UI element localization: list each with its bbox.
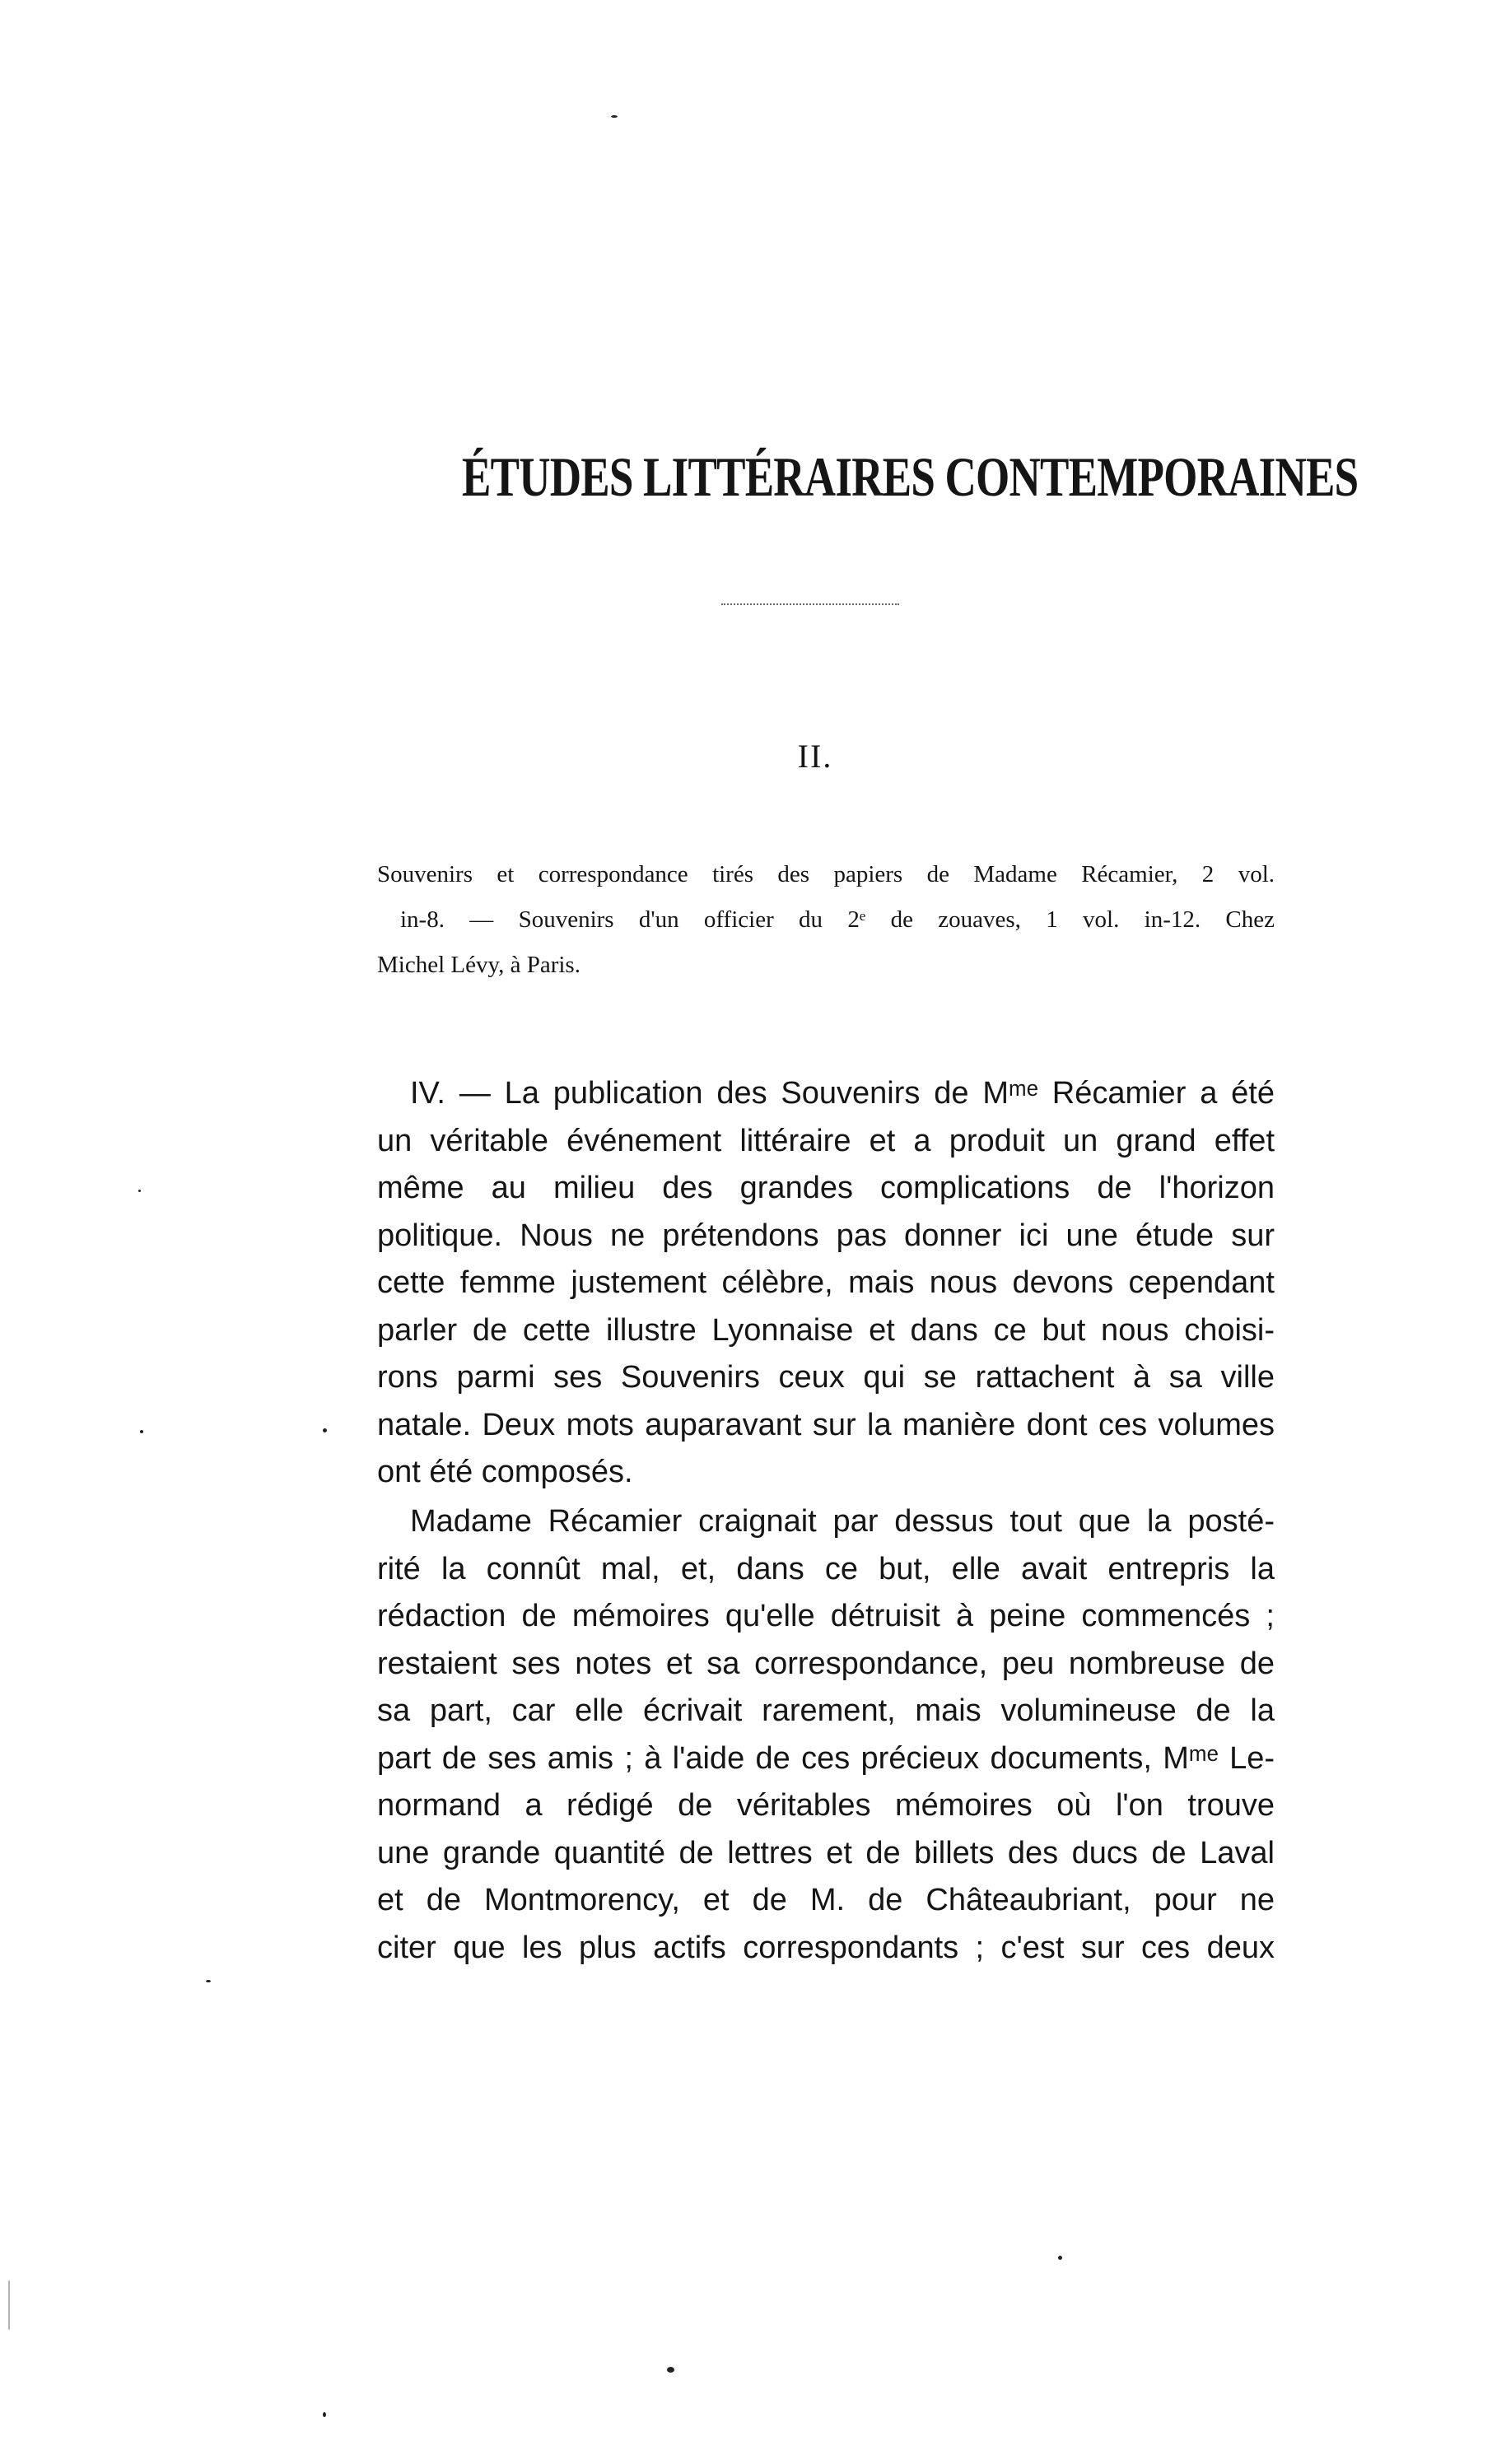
bibliography-line: in-8. — Souvenirs d'un officier du 2ᵉ de zouaves, 1 vol. in-12. Chez [400, 906, 1275, 933]
paragraph-line: sa part, car elle écrivait rarement, mais volumineuse de la [377, 1693, 1275, 1728]
paragraph-line: rons parmi ses Souvenirs ceux qui se rattachent à sa ville [377, 1360, 1275, 1395]
paragraph-line: et de Montmorency, et de M. de Châteaubriant, pour ne [377, 1883, 1275, 1917]
paragraph-line: rité la connût mal, et, dans ce but, elle avait entrepris la [377, 1551, 1275, 1586]
paragraph-line: parler de cette illustre Lyonnaise et dans ce but nous choisi- [377, 1312, 1275, 1348]
scan-speck [611, 115, 618, 118]
paragraph-line: Madame Récamier craignait par dessus tout que la posté- [410, 1504, 1275, 1539]
scan-speck [323, 2412, 326, 2417]
paragraph-line: même au milieu des grandes complications de l'horizon [377, 1171, 1275, 1205]
scan-speck [8, 2280, 10, 2330]
paragraph-line: normand a rédigé de véritables mémoires où l'on trouve [377, 1788, 1275, 1823]
bibliography-line: Souvenirs et correspondance tirés des papiers de Madame Récamier, 2 vol. [377, 861, 1275, 887]
scan-speck [140, 1430, 143, 1433]
scan-speck [206, 1980, 211, 1982]
bibliography-line: Michel Lévy, à Paris. [377, 952, 580, 978]
scan-speck [667, 2367, 674, 2373]
scan-speck [1058, 2256, 1062, 2260]
paragraph-1 [377, 1070, 1275, 1497]
scan-speck [138, 1190, 141, 1192]
paragraph-line: politique. Nous ne prétendons pas donner ici une étude sur [377, 1218, 1275, 1253]
paragraph-line: restaient ses notes et sa correspondance, peu nombreuse de [377, 1646, 1275, 1681]
paragraph-2 [377, 1498, 1275, 1972]
paragraph-line: un véritable événement littéraire et a produit un grand effet [377, 1123, 1275, 1158]
page-title: ÉTUDES LITTÉRAIRES CONTEMPORAINES [462, 445, 1359, 508]
paragraph-line: part de ses amis ; à l'aide de ces précieux documents, Mᵐᵉ Le- [377, 1740, 1275, 1776]
paragraph-line: rédaction de mémoires qu'elle détruisit à peine commencés ; [377, 1599, 1275, 1633]
title-divider [721, 603, 899, 605]
paragraph-line: IV. — La publication des Souvenirs de Mᵐᵉ Récamier a été [410, 1076, 1275, 1111]
paragraph-line: ont été composés. [377, 1455, 633, 1489]
scan-speck [323, 1428, 327, 1432]
paragraph-line: natale. Deux mots auparavant sur la manière dont ces volumes [377, 1407, 1275, 1442]
paragraph-line: citer que les plus actifs correspondants ; c'est sur ces deux [377, 1930, 1275, 1965]
paragraph-line: cette femme justement célèbre, mais nous devons cependant [377, 1265, 1275, 1300]
paragraph-line: une grande quantité de lettres et de billets des ducs de Laval [377, 1835, 1275, 1870]
section-number: II. [797, 738, 833, 775]
bibliography-note [377, 852, 1275, 988]
